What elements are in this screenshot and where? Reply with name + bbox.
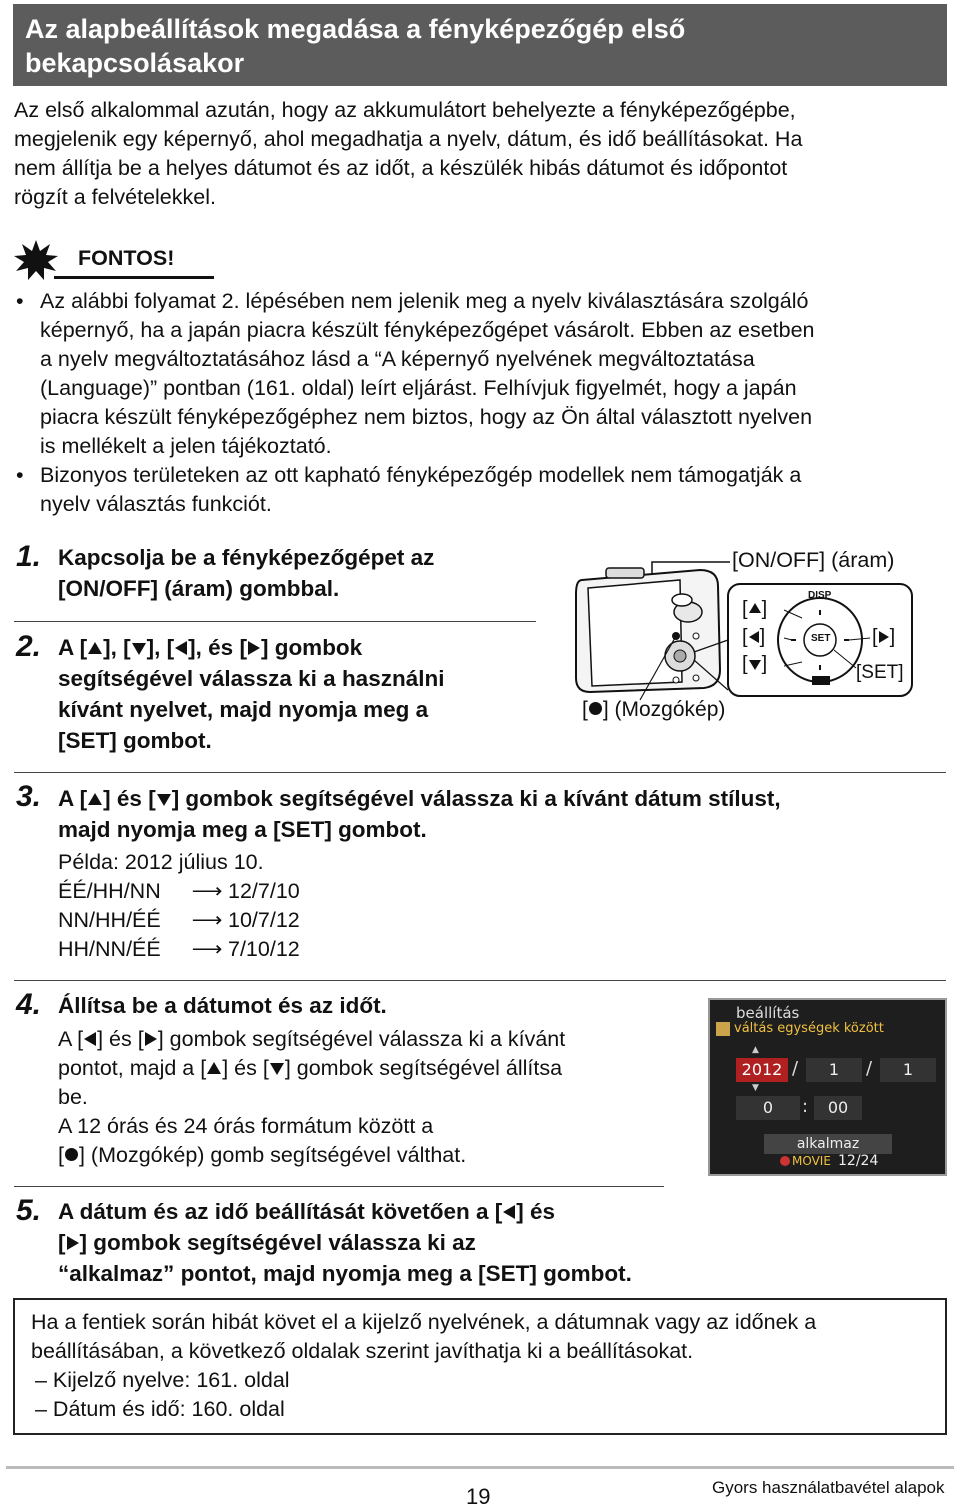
- text: pontot, majd a [: [58, 1056, 207, 1080]
- important-list: [16, 287, 946, 519]
- lcd-year-field[interactable]: 2012: [736, 1058, 788, 1082]
- step-4-line: [58, 1054, 698, 1083]
- up-key-label: [742, 598, 767, 621]
- down-arrow-icon: ▼: [752, 1083, 759, 1093]
- step-2-line: segítségével válassza ki a használni: [58, 666, 445, 691]
- step-1-line: Kapcsolja be a fényképezőgépet az: [58, 545, 435, 570]
- lcd-movie-label: MOVIE: [792, 1154, 831, 1168]
- step-3-line: [58, 783, 948, 814]
- footer-divider: [6, 1466, 954, 1469]
- lcd-title: beállítás: [736, 1004, 800, 1022]
- divider: [14, 980, 946, 981]
- set-key-label: [SET]: [856, 662, 904, 683]
- text: ]: [759, 626, 766, 648]
- step-5-line: [58, 1227, 948, 1258]
- up-triangle-icon: [88, 642, 102, 654]
- text: [: [742, 653, 748, 675]
- text: ] gombok segítségével válassza ki a kívánt dátum stílust,: [171, 786, 781, 811]
- right-key-label: [872, 626, 895, 649]
- step-1-number: 1.: [16, 540, 42, 573]
- text: ] gombok segítségével állítsa: [284, 1056, 563, 1080]
- lcd-month-field[interactable]: 1: [806, 1058, 862, 1082]
- step-3-line: majd nyomja meg a [SET] gombot.: [58, 817, 427, 842]
- step-4-line: be.: [58, 1085, 88, 1109]
- note-line: Ha a fentiek során hibát követ el a kijelző nyelvének, a dátumnak vagy az időnek a: [31, 1310, 817, 1334]
- set-button-label[interactable]: SET: [811, 633, 831, 644]
- divider: [14, 621, 536, 622]
- text: ] és [: [97, 1027, 144, 1051]
- note-item: – Kijelző nyelve: 161. oldal: [35, 1368, 290, 1392]
- step-5-number: 5.: [16, 1194, 42, 1227]
- lcd-day-field[interactable]: 1: [880, 1058, 936, 1082]
- list-item: [16, 287, 946, 461]
- format-name: ÉÉ/HH/NN: [58, 879, 161, 903]
- lcd-apply-button[interactable]: alkalmaz: [764, 1134, 892, 1154]
- list-item: [16, 461, 946, 519]
- text: ] és: [516, 1199, 556, 1224]
- down-key-label: [742, 653, 767, 676]
- bullet-line: Bizonyos területeken az ott kapható fényképezőgép modellek nem támogatják a: [40, 463, 802, 487]
- disp-label: DISP: [808, 590, 832, 601]
- page-title-line2: bekapcsolásakor: [25, 48, 245, 78]
- text: A dátum és az idő beállítását követően a [: [58, 1199, 503, 1224]
- text: ], [: [103, 635, 131, 660]
- format-name: HH/NN/ÉÉ: [58, 937, 161, 961]
- text: A [: [58, 635, 88, 660]
- text: [: [742, 598, 748, 620]
- movie-record-icon: [780, 1156, 790, 1166]
- step-2-line: [SET] gombot.: [58, 728, 212, 753]
- intro-line: megjelenik egy képernyő, ahol megadhatja a nyelv, dátum, és idő beállításokat. Ha: [14, 127, 803, 151]
- movie-dot-icon: [589, 702, 602, 715]
- text: [: [872, 626, 878, 648]
- text: ], [: [146, 635, 175, 660]
- down-triangle-icon: [157, 794, 171, 806]
- step-4-number: 4.: [16, 988, 42, 1021]
- format-row: [58, 935, 658, 964]
- page-title-line1: Az alapbeállítások megadása a fényképezőgép első: [25, 14, 686, 44]
- camera-illustration: [570, 540, 955, 730]
- right-triangle-icon: [145, 1032, 157, 1046]
- lcd-sep: /: [866, 1058, 873, 1079]
- text: [: [58, 1230, 66, 1255]
- text: [: [742, 626, 748, 648]
- step-2-number: 2.: [16, 630, 42, 663]
- text: ] gombok: [260, 635, 363, 660]
- text: ]: [889, 626, 896, 648]
- bullet-line: képernyő, ha a japán piacra készült fényképezőgépet vásárolt. Ebben az esetben: [40, 318, 815, 342]
- bullet-line: nyelv választás funkciót.: [40, 492, 272, 516]
- bullet: •: [16, 463, 24, 487]
- text: [: [58, 1143, 64, 1167]
- text: ]: [761, 598, 768, 620]
- text: ]: [761, 653, 768, 675]
- text: A [: [58, 1027, 84, 1051]
- down-triangle-icon: [270, 1063, 284, 1075]
- step-4-line: [58, 1025, 698, 1054]
- right-triangle-icon: [67, 1236, 79, 1250]
- arrow-icon: ⟶: [191, 937, 223, 961]
- note-item: – Dátum és idő: 160. oldal: [35, 1397, 285, 1421]
- down-triangle-icon: [749, 660, 761, 670]
- step-4-line: A 12 órás és 24 órás formátum között a: [58, 1114, 434, 1138]
- bullet-line: (Language)” pontban (161. oldal) leírt eljárást. Felhívjuk figyelmét, hogy a japán: [40, 376, 797, 400]
- step-4-line: [58, 1141, 698, 1170]
- text: ] és [: [103, 786, 156, 811]
- important-underline: [54, 276, 214, 279]
- intro-line: rögzít a felvételekkel.: [14, 185, 216, 209]
- date-format-examples: [58, 848, 658, 964]
- step-2-title: [58, 632, 548, 756]
- left-triangle-icon: [749, 631, 759, 643]
- right-triangle-icon: [879, 631, 889, 643]
- intro-paragraph: [14, 96, 944, 212]
- bullet-line: piacra készült fényképezőgéphez nem biztos, hogy az Ön által választott nyelven: [40, 405, 813, 429]
- burst-icon: [14, 240, 58, 280]
- lcd-minute-field[interactable]: 00: [814, 1096, 862, 1120]
- movie-dot-icon: [65, 1148, 78, 1161]
- format-value: 12/7/10: [228, 879, 300, 903]
- text: ] gombok segítségével válassza ki az: [79, 1230, 476, 1255]
- bullet-line: a nyelv megváltoztatásához lásd a “A képernyő nyelvének megváltoztatása: [40, 347, 755, 371]
- step-1-line: [ON/OFF] (áram) gombbal.: [58, 576, 340, 601]
- text: ] gombok segítségével válassza ki a kívánt: [157, 1027, 566, 1051]
- format-name: NN/HH/ÉÉ: [58, 908, 161, 932]
- lcd-colon: :: [802, 1096, 809, 1117]
- step-2-line: [58, 632, 548, 663]
- left-triangle-icon: [503, 1205, 515, 1219]
- text: [: [582, 698, 588, 721]
- format-value: 10/7/12: [228, 908, 300, 932]
- lcd-hour-field[interactable]: 0: [736, 1096, 800, 1120]
- bullet-line: is mellékelt a jelen tájékoztató.: [40, 434, 332, 458]
- note-box: [13, 1298, 947, 1435]
- lcd-date-screen: [708, 998, 947, 1176]
- step-5-title: [58, 1196, 948, 1289]
- left-triangle-icon: [175, 641, 187, 655]
- format-value: 7/10/12: [228, 937, 300, 961]
- text: ] (Mozgókép) gomb segítségével válthat.: [78, 1143, 467, 1167]
- right-triangle-icon: [248, 641, 260, 655]
- footer-section: Gyors használatbavétel alapok: [712, 1478, 945, 1497]
- format-row: [58, 877, 658, 906]
- text: ] (Mozgókép): [602, 698, 726, 721]
- arrow-icon: ⟶: [191, 879, 223, 903]
- bullet: •: [16, 289, 24, 313]
- example-line: Példa: 2012 július 10.: [58, 850, 264, 874]
- important-heading: [14, 240, 209, 280]
- important-label: FONTOS!: [78, 246, 175, 270]
- up-triangle-icon: [207, 1062, 221, 1074]
- intro-line: Az első alkalommal azután, hogy az akkumulátort behelyezte a fényképezőgépbe,: [14, 98, 796, 122]
- intro-line: nem állítja be a helyes dátumot és az időt, a készülék hibás dátumot és időpontot: [14, 156, 788, 180]
- up-triangle-icon: [88, 793, 102, 805]
- page-title: [13, 4, 947, 86]
- bullet-line: Az alábbi folyamat 2. lépésében nem jelenik meg a nyelv kiválasztására szolgáló: [40, 289, 809, 313]
- arrow-icon: ⟶: [191, 908, 223, 932]
- divider: [14, 1186, 664, 1187]
- note-line: beállításában, a következő oldalak szerint javíthatja ki a beállításokat.: [31, 1339, 694, 1363]
- step-2-line: kívánt nyelvet, majd nyomja meg a: [58, 697, 429, 722]
- down-triangle-icon: [132, 643, 146, 655]
- text: ], és [: [188, 635, 247, 660]
- step-5-line: [58, 1196, 948, 1227]
- step-1-title: [58, 542, 548, 604]
- divider: [14, 772, 946, 773]
- up-arrow-icon: ▲: [752, 1045, 759, 1055]
- movie-badge-icon: [716, 1022, 730, 1036]
- step-4-title: Állítsa be a dátumot és az időt.: [58, 993, 387, 1018]
- text: ] és [: [222, 1056, 269, 1080]
- page-number: 19: [466, 1484, 491, 1509]
- text: A [: [58, 786, 88, 811]
- lcd-format-label: 12/24: [838, 1153, 879, 1169]
- format-row: [58, 906, 658, 935]
- left-key-label: [742, 626, 765, 649]
- step-4-body: [58, 1025, 698, 1170]
- onoff-label: [ON/OFF] (áram): [732, 548, 895, 572]
- step-3-title: [58, 783, 948, 845]
- lcd-subtitle: váltás egységek között: [734, 1021, 884, 1036]
- step-3-number: 3.: [16, 780, 42, 813]
- up-triangle-icon: [749, 603, 761, 613]
- lcd-sep: /: [792, 1058, 799, 1079]
- movie-key-label: [582, 698, 725, 722]
- step-5-line: “alkalmaz” pontot, majd nyomja meg a [SET] gombot.: [58, 1261, 632, 1286]
- left-triangle-icon: [84, 1032, 96, 1046]
